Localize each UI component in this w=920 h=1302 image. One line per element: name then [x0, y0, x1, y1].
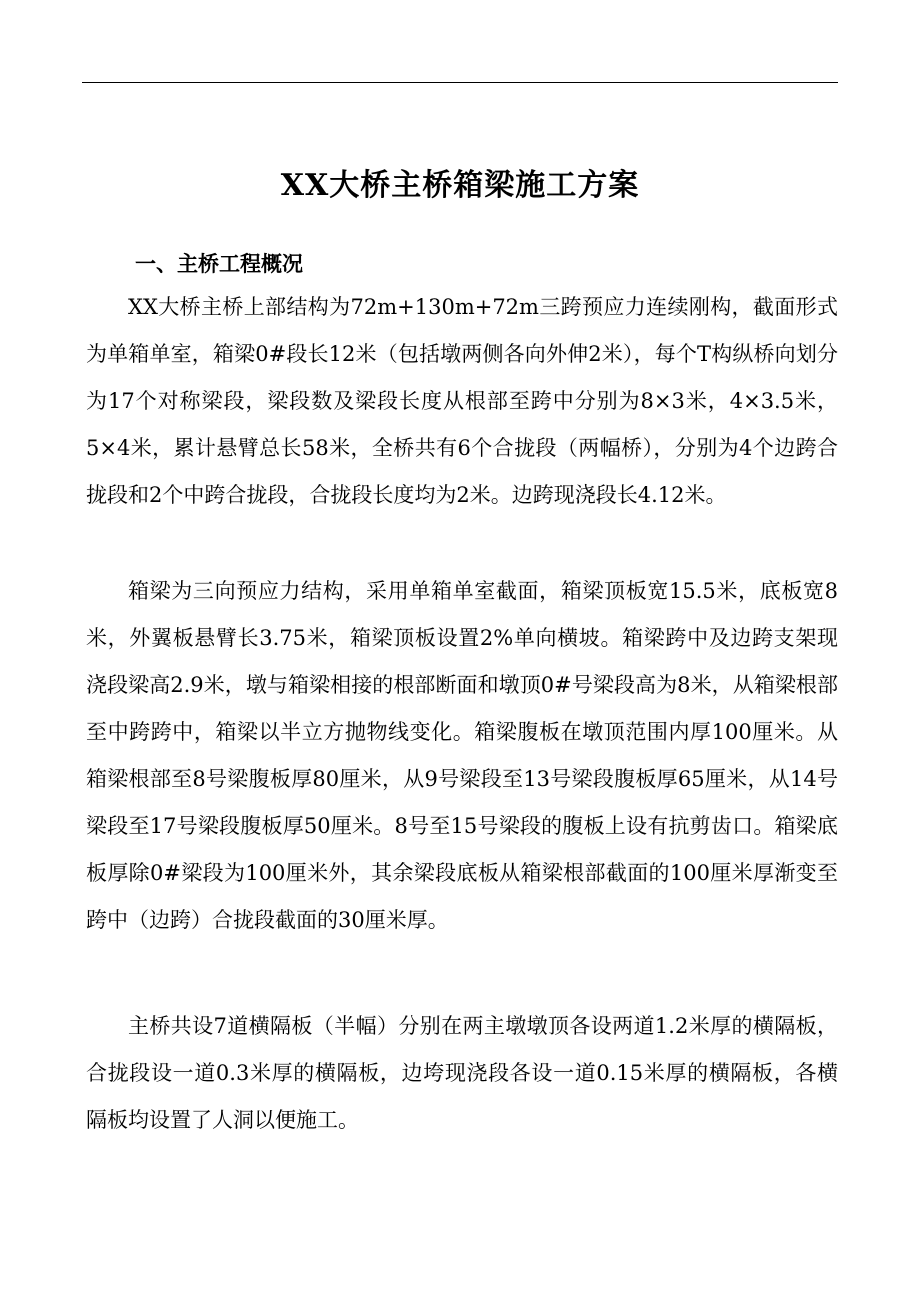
- section-heading: 一、主桥工程概况: [135, 251, 303, 276]
- header-rule: [82, 82, 838, 83]
- document-title: XX大桥主桥箱梁施工方案: [280, 168, 640, 203]
- paragraph-overview: XX大桥主桥上部结构为72m+130m+72m三跨预应力连续刚构，截面形式为单箱单室，箱梁0#段长12米（包括墩两侧各向外伸2米），每个T构纵桥向划分为17个对称梁段，梁段数及梁段长度从根部至跨中分别为8×3米，4×3.5米，5×4米，累计悬臂总长58米，全桥共有6个合拢段（两幅桥），分别为4个边跨合拢段和2个中跨合拢段，合拢段长度均为2米。边跨现浇段长4.12米。: [86, 295, 838, 507]
- paragraph-diaphragm: 主桥共设7道横隔板（半幅）分别在两主墩墩顶各设两道1.2米厚的横隔板，合拢段设一道0.3米厚的横隔板，边垮现浇段各设一道0.15米厚的横隔板，各横隔板均设置了人洞以便施工。: [86, 1014, 838, 1132]
- paragraph-box-girder: 箱梁为三向预应力结构，采用单箱单室截面，箱梁顶板宽15.5米，底板宽8米，外翼板悬臂长3.75米，箱梁顶板设置2%单向横坡。箱梁跨中及边跨支架现浇段梁高2.9米，墩与箱梁相接的根部断面和墩顶0#号梁段高为8米，从箱梁根部至中跨跨中，箱梁以半立方抛物线变化。箱梁腹板在墩顶范围内厚100厘米。从箱梁根部至8号梁腹板厚80厘米，从9号梁段至13号梁段腹板厚65厘米，从14号梁段至17号梁段腹板厚50厘米。8号至15号梁段的腹板上设有抗剪齿口。箱梁底板厚除0#梁段为100厘米外，其余梁段底板从箱梁根部截面的100厘米厚渐变至跨中（边跨）合拢段截面的30厘米厚。: [86, 579, 838, 932]
